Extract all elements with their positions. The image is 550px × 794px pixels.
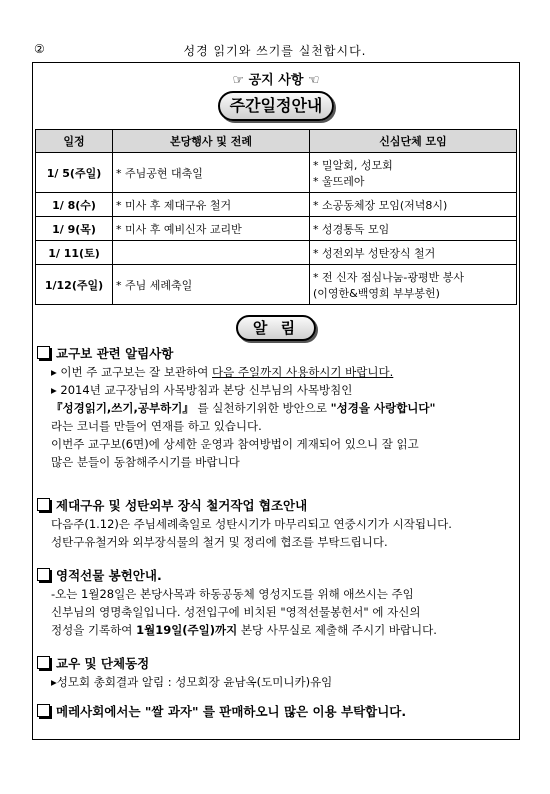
checkbox-icon (37, 498, 50, 511)
row-date: 1/ 8(수) (36, 193, 113, 217)
row-date: 1/ 11(토) (36, 241, 113, 265)
section-title: 메레사회에서는 "쌀 과자" 를 판매하오니 많은 이용 부탁합니다. (56, 704, 407, 719)
row-date: 1/12(주일) (36, 265, 113, 305)
row-main-event: * 미사 후 제대구유 철거 (113, 193, 310, 217)
row-groups: * 전 신자 점심나눔-광평반 봉사 (이영한&백영희 부부봉헌) (310, 265, 517, 305)
row-groups: * 밀알회, 성모회 * 울뜨레아 (310, 153, 517, 193)
table-row (36, 193, 517, 217)
row-main-event (113, 241, 310, 265)
announcements-title: 알 림 (236, 315, 316, 341)
header-group-meetings: 신심단체 모임 (310, 130, 517, 153)
page-header (30, 42, 520, 56)
section-title: 제대구유 및 성탄외부 장식 철거작업 협조안내 (56, 498, 308, 513)
section-spiritual-gift: 영적선물 봉헌안내. -오는 1월28일은 본당사목과 하동공동체 영성지도를 위해 애쓰시는 주임 신부님의 영명축일입니다. 성전입구에 비치된 "영적선물봉헌서" 에 자신의 정성을 기록하여 1월19일(주일)까지 본당 사무실로 제출해 주시기 바랍니다. (37, 567, 515, 639)
table-row (36, 265, 517, 305)
row-main-event: * 주님공현 대축일 (113, 153, 310, 193)
table-row (36, 217, 517, 241)
checkbox-icon (37, 656, 50, 669)
section-title: 교우 및 단체동정 (56, 656, 150, 671)
header-date: 일정 (36, 130, 113, 153)
section-bulletin-notice: 교구보 관련 알림사항 ▸ 이번 주 교구보는 잘 보관하여 다음 주일까지 사용하시기 바랍니다. ▸ 2014년 교구장님의 사목방침과 본당 신부님의 사목방침인 『성경읽기,쓰기,공부하기』 를 실천하기위한 방안으로 "성경을 사랑합니다" 라는 코너를 만들어 연재를 하고 있습니다. 이번주 교구보(6면)에 상세한 운영과 참여방법이 게재되어 있으니 잘 읽고 많은 분들이 동참해주시기를 바랍니다 (37, 345, 515, 471)
section-title: 교구보 관련 알림사항 (56, 346, 174, 361)
row-date: 1/ 9(목) (36, 217, 113, 241)
motto: 성경 읽기와 쓰기를 실천합시다. (183, 44, 367, 58)
table-row (36, 241, 517, 265)
schedule-title: 주간일정안내 (218, 91, 334, 121)
section-title: 영적선물 봉헌안내. (56, 568, 162, 583)
section-decoration-removal: 제대구유 및 성탄외부 장식 철거작업 협조안내 다음주(1.12)은 주님세례축일로 성탄시기가 마무리되고 연중시기가 시작됩니다. 성탄구유철거와 외부장식물의 철거 및 정리에 협조를 부탁드립니다. (37, 497, 515, 551)
bulletin-frame (32, 62, 520, 740)
row-main-event: * 미사 후 예비신자 교리반 (113, 217, 310, 241)
notice-title: ☞ 공지 사항 ☜ (232, 73, 320, 88)
row-date: 1/ 5(주일) (36, 153, 113, 193)
page-number: ② (34, 42, 45, 56)
table-header-row (36, 130, 517, 153)
section-rice-snack (37, 703, 515, 721)
table-row (36, 153, 517, 193)
row-groups: * 성경통독 모임 (310, 217, 517, 241)
row-groups: * 성전외부 성탄장식 철거 (310, 241, 517, 265)
section-parish-news: 교우 및 단체동정 ▸성모회 총회결과 알림 : 성모회장 윤남옥(도미니카)유임 (37, 655, 515, 691)
header-main-events: 본당행사 및 전례 (113, 130, 310, 153)
checkbox-icon (37, 346, 50, 359)
row-main-event: * 주님 세례축일 (113, 265, 310, 305)
checkbox-icon (37, 704, 50, 717)
row-groups: * 소공동체장 모임(저녁8시) (310, 193, 517, 217)
checkbox-icon (37, 568, 50, 581)
schedule-table (35, 129, 517, 305)
